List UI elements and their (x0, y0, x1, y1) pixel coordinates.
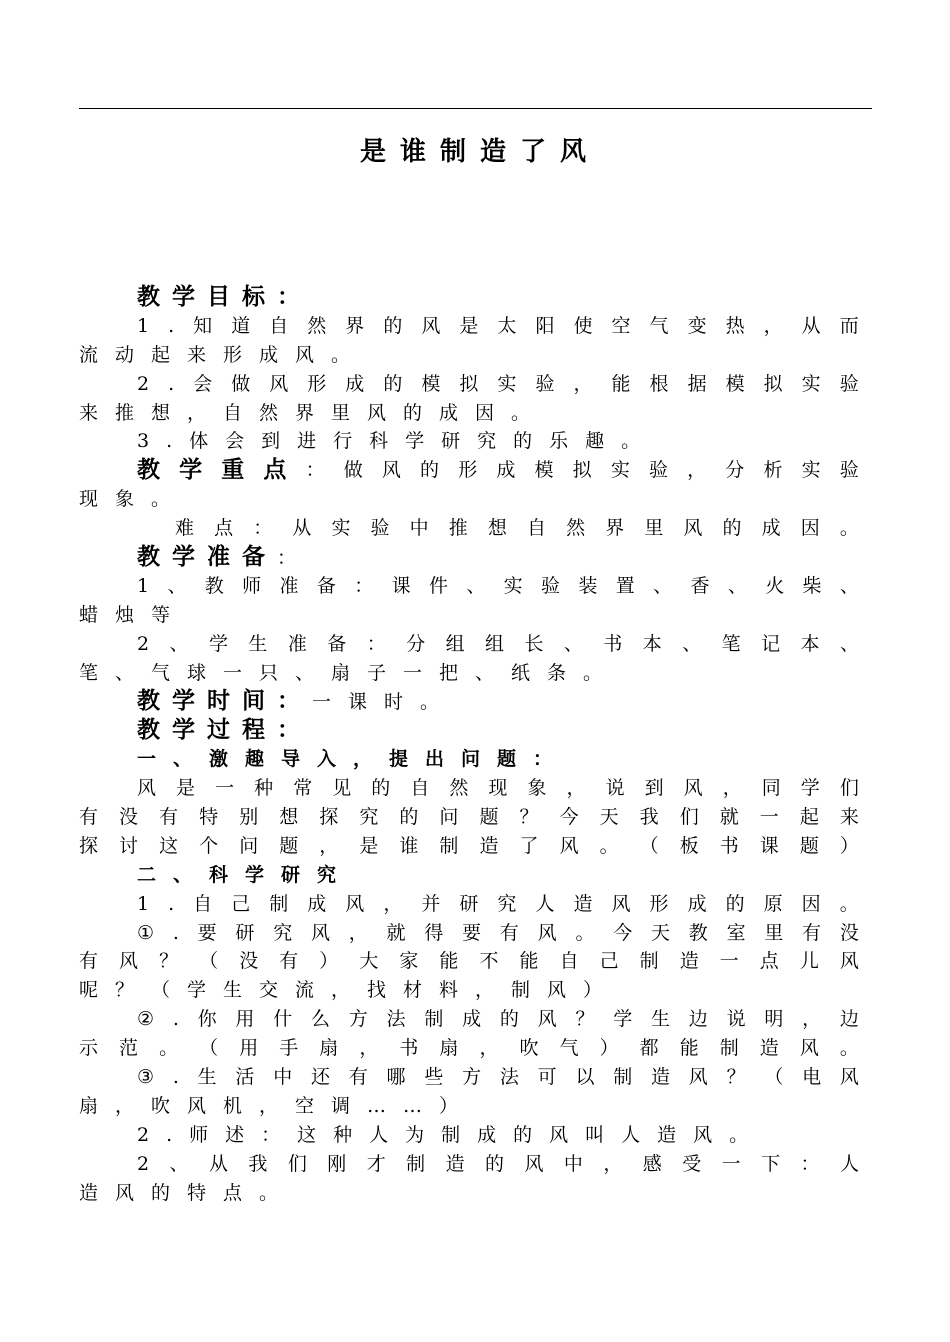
text-run: 一、激趣导入，提出问题： (137, 748, 570, 771)
text-line-goal-1b (79, 341, 859, 370)
text-line-key-b (79, 485, 859, 514)
text-run: 二、科学研究 (137, 863, 354, 886)
text-line-intro-a: 风 是 一 种 常 见 的 自 然 现 象 ， 说 到 风 ， 同 学 们 (137, 777, 859, 800)
text-run: 教学目标： (137, 283, 312, 310)
text-run: 来推想，自然界里风的成因。 (79, 401, 548, 424)
text-line-step-1: 1 . 自 己 制 成 风 ， 并 研 究 人 造 风 形 成 的 原 因 。 (137, 892, 859, 915)
text-line-q2-a: ② . 你 用 什 么 方 法 制 成 的 风 ？ 学 生 边 说 明 ， 边 (137, 1008, 859, 1031)
text-line-goal-3 (79, 427, 859, 456)
text-line-q3-a: ③ . 生 活 中 还 有 哪 些 方 法 可 以 制 造 风 ？ （ 电 风 (137, 1066, 859, 1089)
text-line-section-1 (79, 745, 859, 774)
text-line-step-2 (79, 1121, 859, 1150)
text-line-prep-1a: 1 、 教 师 准 备 ： 课 件 、 实 验 装 置 、 香 、 火 柴 、 (137, 574, 859, 597)
document-body (79, 283, 859, 1208)
text-line-key-a: 教 学 重 点 ： 做 风 的 形 成 模 拟 实 验 ， 分 析 实 验 (137, 456, 859, 484)
text-run: 一课时。 (312, 691, 457, 714)
text-run: 教学过程： (137, 716, 312, 744)
text-run: 流动起来形成风。 (79, 343, 368, 366)
text-line-process-heading (79, 716, 859, 745)
text-line-prep-2a: 2 、 学 生 准 备 ： 分 组 组 长 、 书 本 、 笔 记 本 、 (137, 632, 859, 655)
text-line-section-2 (79, 861, 859, 890)
text-run: 笔、气球一只、扇子一把、纸条。 (79, 661, 620, 684)
text-line-prep-1b (79, 601, 859, 630)
page-title: 是谁制造了风 (359, 137, 600, 167)
text-line-q2-b: 示 范 。 （ 用 手 扇 ， 书 扇 ， 吹 气 ） 都 能 制 造 风 。 (79, 1037, 859, 1060)
text-run: 造风的特点。 (79, 1181, 296, 1204)
text-run: 扇，吹风机，空调……） (79, 1094, 476, 1117)
text-line-difficulty: 难 点 ： 从 实 验 中 推 想 自 然 界 里 风 的 成 因 。 (175, 517, 859, 540)
text-line-time (79, 687, 859, 716)
text-run: 蜡烛等 (79, 603, 188, 626)
text-line-q1-a: ① . 要 研 究 风 ， 就 得 要 有 风 。 今 天 教 室 里 有 没 (137, 921, 859, 944)
text-line-q1-b: 有 风 ？ （ 没 有 ） 大 家 能 不 能 自 己 制 造 一 点 儿 风 (79, 950, 859, 973)
header-rule (79, 108, 872, 109)
text-line-prep-heading (79, 543, 859, 572)
text-run: 2.师述：这种人为制成的风叫人造风。 (137, 1123, 766, 1146)
text-line-intro-b: 有 没 有 特 别 想 探 究 的 问 题 ？ 今 天 我 们 就 一 起 来 (79, 806, 859, 829)
text-run: ： (277, 547, 314, 570)
text-line-goal-1a: 1 . 知 道 自 然 界 的 风 是 太 阳 使 空 气 变 热 ， 从 而 (137, 314, 859, 337)
text-line-goal-heading (79, 283, 859, 312)
text-run: 教学时间： (137, 687, 312, 715)
text-line-q1-c (79, 976, 859, 1005)
text-run: 呢？（学生交流，找材料，制风） (79, 979, 620, 1002)
text-run: 现象。 (79, 488, 188, 511)
text-line-step-2b-b (79, 1179, 859, 1208)
text-line-q3-b (79, 1092, 859, 1121)
text-line-step-2b-a: 2 、 从 我 们 刚 才 制 造 的 风 中 ， 感 受 一 下 ： 人 (137, 1152, 859, 1175)
text-line-goal-2b (79, 399, 859, 428)
text-line-intro-c: 探 讨 这 个 问 题 ， 是 谁 制 造 了 风 。 （ 板 书 课 题 ） (79, 834, 859, 857)
text-run: 3.体会到进行科学研究的乐趣。 (137, 430, 658, 453)
text-run: 教学准备 (137, 543, 277, 571)
text-line-prep-2b (79, 659, 859, 688)
text-line-goal-2a: 2 . 会 做 风 形 成 的 模 拟 实 验 ， 能 根 据 模 拟 实 验 (137, 372, 859, 395)
